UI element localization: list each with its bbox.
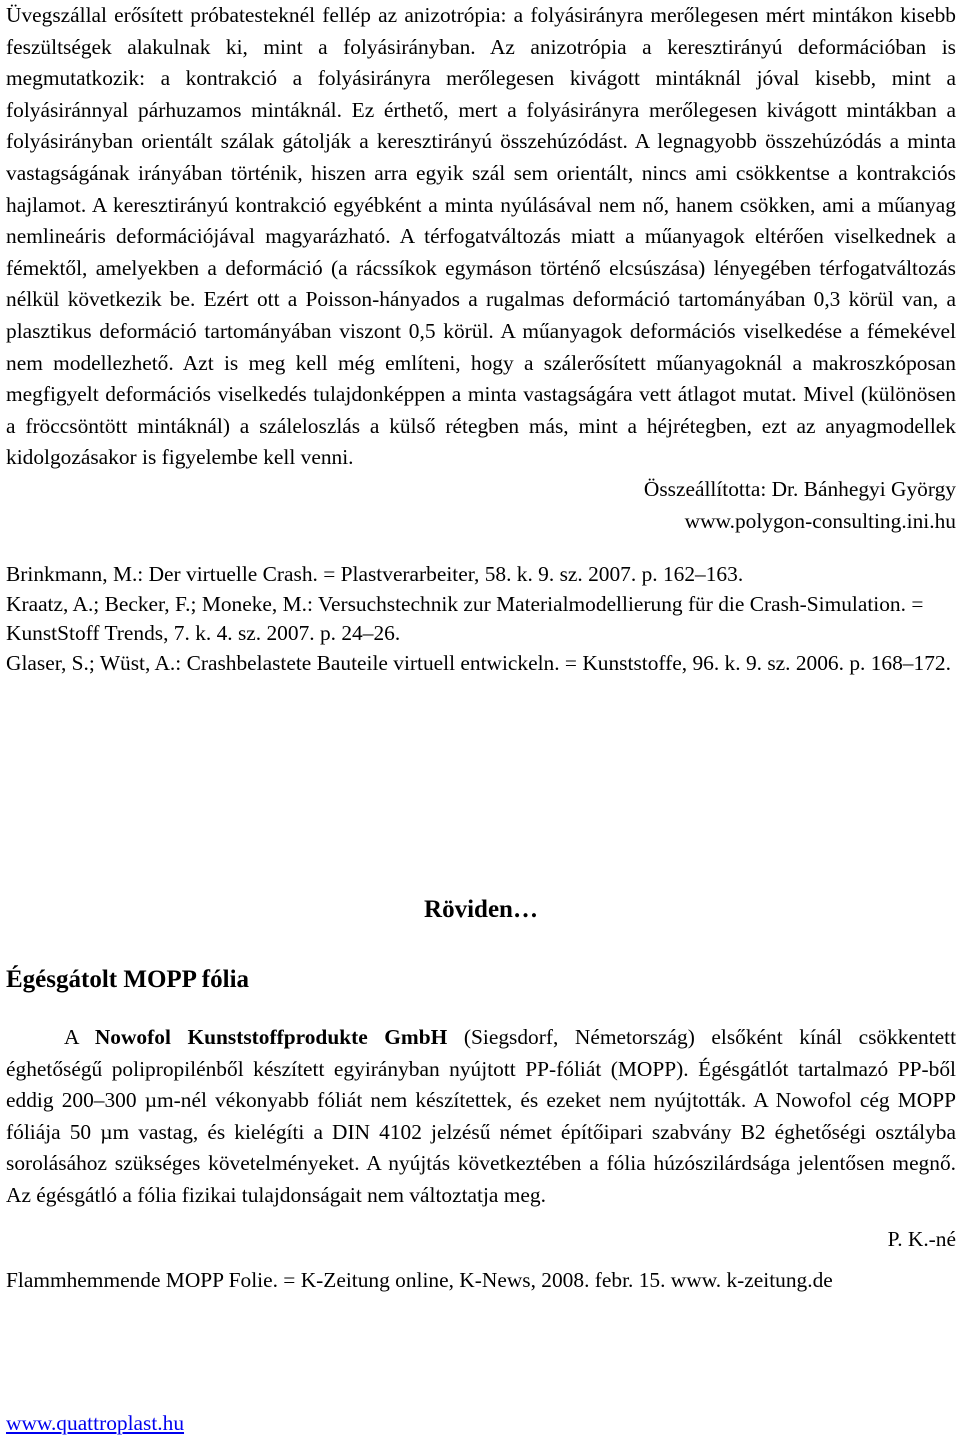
page — [6, 0, 957, 1435]
reference-item: Kraatz, A.; Becker, F.; Moneke, M.: Versuchstechnik zur Materialmodellierung für die Crash-Simulation. = KunstStoff Trends, 7. k. 4. sz. 2007. p. 24–26. — [6, 591, 924, 646]
footer-link[interactable]: www.quattroplast.hu — [6, 1411, 185, 1435]
company-name: Nowofol Kunststoffprodukte GmbH — [94, 1025, 448, 1049]
news-reference: Flammhemmende MOPP Folie. = K-Zeitung online, K-News, 2008. febr. 15. www. k-zeitung.de — [6, 1268, 833, 1293]
news-author: P. K.-né — [887, 1226, 956, 1251]
reference-item: Glaser, S.; Wüst, A.: Crashbelastete Bauteile virtuell entwickeln. = Kunststoffe, 96. k. 9. sz. 2006. p. 168–172. — [6, 650, 951, 675]
reference-list — [6, 560, 956, 678]
news-intro: A — [64, 1025, 95, 1049]
news-text: (Siegsdorf, Németország) elsőként kínál csökkentett éghetőségű polipropilénből készített egyirányban nyújtott PP-fóliát (MOPP). Égésgátlót tartalmazó PP-ből eddig 200–300 µm-nél vékonyabb fóliát nem készítettek, és ezeket nem nyújtották. A Nowofol cég MOPP fóliája 50 µm vastag, és kielégíti a DIN 4102 jelzésű német építőipari szabvány B2 éghetőségi osztályba sorolásához szükséges követelményeket. A nyújtás következtében a fólia húzószilárdsága jelentősen megnő. Az égésgátló a fólia fizikai tulajdonságait nem változtatja meg. — [6, 1025, 957, 1207]
compiled-by: Összeállította: Dr. Bánhegyi György — [643, 476, 956, 501]
news-title: Égésgátolt MOPP fólia — [6, 966, 250, 993]
news-body — [6, 1022, 956, 1212]
news-item — [6, 1022, 956, 1296]
section-heading: Röviden… — [424, 896, 538, 923]
author-website: www.polygon-consulting.ini.hu — [684, 508, 956, 533]
reference-item: Brinkmann, M.: Der virtuelle Crash. = Plastverarbeiter, 58. k. 9. sz. 2007. p. 162–163. — [6, 562, 744, 587]
article-paragraph: Üvegszállal erősített próbatesteknél fellép az anizotrópia: a folyásirányra merőlegesen mért mintákon kisebb feszültségek alakulnak ki, mint a folyásirányban. Az anizotrópia a keresztirányú deformációban is megmutatkozik: a kontrakció a folyásirányra merőlegesen kivágott mintáknál jóval kisebb, mint a folyásiránnyal párhuzamos mintáknál. Ez érthető, mert a folyásirányra merőlegesen kivágott mintákban a folyásirányban orientált szálak gátolják a keresztirányú összehúzódást. A legnagyobb összehúzódás a minta vastagságának irányában történik, hiszen arra egyik szál sem orientált, nincs ami csökkentse a kontrakciós hajlamot. A keresztirányú kontrakció egyébként a minta nyúlásával nem nő, hanem csökken, ami a műanyag nemlineáris deformációjával magyarázható. A térfogatváltozás miatt a műanyagok eltérően viselkednek a fémektől, amelyekben a deformáció (a rácssíkok egymáson történő elcsúszása) lényegében térfogatváltozás nélkül következik be. Ezért ott a Poisson-hányados a rugalmas deformáció tartományában 0,3 körül van, a plasztikus deformáció tartományában viszont 0,5 körül. A műanyagok deformációs viselkedése a fémekével nem modellezhető. Azt is meg kell még említeni, hogy a szálerősített műanyagoknál a makroszkóposan megfigyelt deformációs viselkedés tulajdonképpen a minta vastagságára vett átlagot mutat. Mivel (különösen a fröccsöntött mintáknál) a száleloszlás a külső rétegben más, mint a héjrétegben, ezt az anyagmodellek kidolgozásakor is figyelembe kell venni. — [6, 3, 956, 470]
